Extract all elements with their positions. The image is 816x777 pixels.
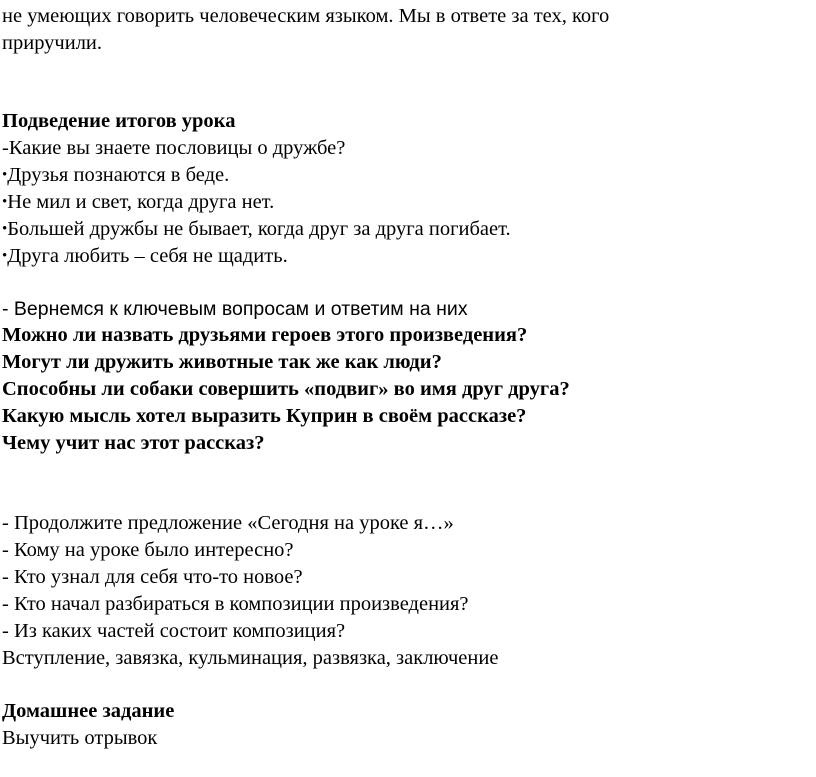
proverb-item: [2, 189, 274, 215]
proverb-text: Друзья познаются в беде.: [7, 164, 230, 186]
proverb-item: [2, 243, 288, 269]
proverb-text: Друга любить – себя не щадить.: [7, 245, 288, 267]
proverb-item: [2, 162, 229, 188]
key-question: Могут ли дружить животные так же как люди?: [2, 351, 442, 373]
reflection-item: - Продолжите предложение «Сегодня на уроке я…»: [2, 512, 454, 534]
composition-answer: Вступление, завязка, кульминация, развязка, заключение: [2, 647, 499, 669]
reflection-item: - Кому на уроке было интересно?: [2, 539, 294, 561]
key-question: Чему учит нас этот рассказ?: [2, 432, 265, 454]
proverbs-question: -Какие вы знаете пословицы о дружбе?: [2, 137, 346, 159]
bullet-icon: •: [2, 194, 8, 210]
proverb-item: [2, 216, 511, 242]
bullet-icon: •: [2, 167, 8, 183]
intro-line-2: приручили.: [2, 32, 103, 54]
key-questions-intro: - Вернемся к ключевым вопросам и ответим на них: [2, 298, 468, 320]
homework-text: Выучить отрывок: [2, 727, 158, 749]
bullet-icon: •: [2, 221, 8, 237]
key-question: Какую мысль хотел выразить Куприн в своём рассказе?: [2, 405, 527, 427]
reflection-item: - Из каких частей состоит композиция?: [2, 620, 346, 642]
key-question: Можно ли назвать друзьями героев этого произведения?: [2, 324, 528, 346]
homework-heading: Домашнее задание: [2, 700, 175, 722]
intro-line-1: не умеющих говорить человеческим языком. Мы в ответе за тех, кого: [2, 5, 610, 27]
bullet-icon: •: [2, 248, 8, 264]
summary-heading: Подведение итогов урока: [2, 110, 236, 132]
proverb-text: Не мил и свет, когда друга нет.: [7, 191, 275, 213]
reflection-item: - Кто начал разбираться в композиции произведения?: [2, 593, 469, 615]
proverb-text: Большей дружбы не бывает, когда друг за друга погибает.: [7, 218, 511, 240]
key-question: Способны ли собаки совершить «подвиг» во имя друг друга?: [2, 378, 570, 400]
reflection-item: - Кто узнал для себя что-то новое?: [2, 566, 303, 588]
